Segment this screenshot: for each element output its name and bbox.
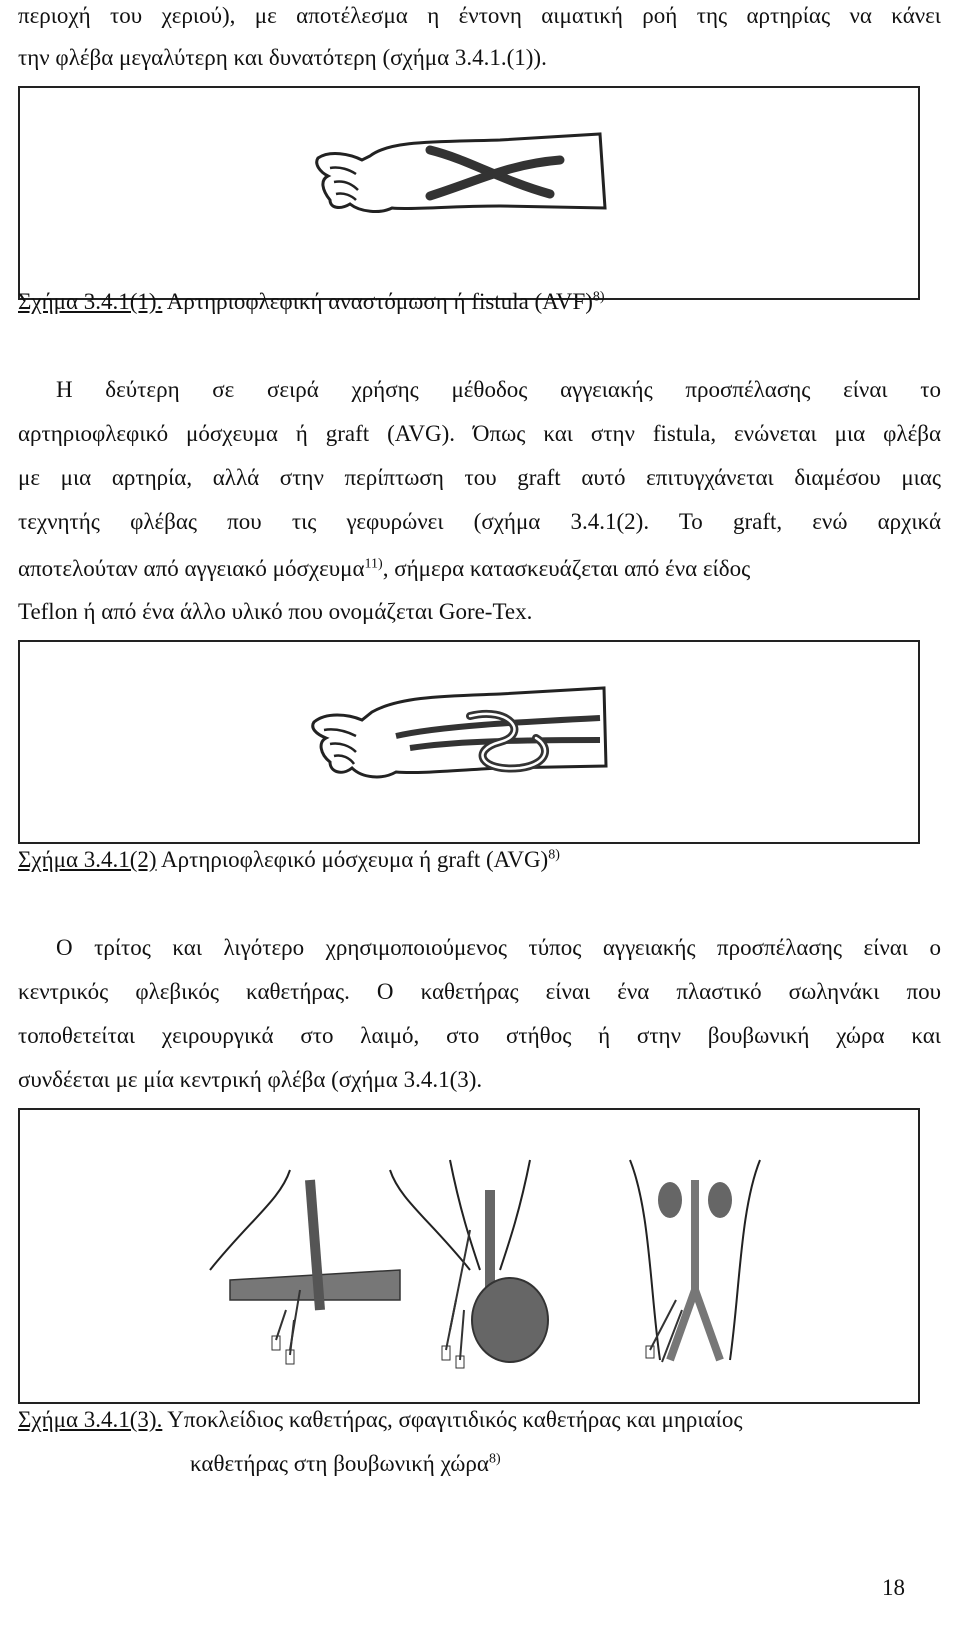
body-text-line: συνδέεται με μία κεντρική φλέβα (σχήμα 3.4.1(3). <box>18 1067 483 1092</box>
body-text-line: Η δεύτερη σε σειρά χρήσης μέθοδος αγγειακής προσπέλασης είναι το <box>56 377 941 402</box>
page-number: 18 <box>882 1575 905 1600</box>
figure-1-caption <box>18 288 605 316</box>
jugular-catheter-drawing <box>442 1160 548 1368</box>
figure-3-caption <box>18 1406 742 1434</box>
body-text-line: Teflon ή από ένα άλλο υλικό που ονομάζεται Gore-Tex. <box>18 599 533 624</box>
body-text-line: με μια αρτηρία, αλλά στην περίπτωση του graft αυτό επιτυγχάνεται διαμέσου μιας <box>18 465 941 490</box>
reference-mark: 11) <box>364 556 383 572</box>
body-text-line <box>18 555 941 583</box>
graft-arm-illustration <box>300 676 630 796</box>
figure-3-caption-line2 <box>190 1450 501 1478</box>
figure-2-label: Σχήμα 3.4.1(2) <box>18 847 157 872</box>
figure-2-caption <box>18 846 560 874</box>
body-text-line: αρτηριοφλεφικό μόσχευμα ή graft (AVG). Όπως και στην fistula, ενώνεται μια φλέβα <box>18 421 941 446</box>
figure-3-label: Σχήμα 3.4.1(3). <box>18 1407 163 1432</box>
fistula-arm-illustration <box>300 120 630 230</box>
body-text-line: την φλέβα μεγαλύτερη και δυνατότερη (σχήμα 3.4.1.(1)). <box>18 45 547 70</box>
femoral-catheter-drawing <box>630 1160 760 1362</box>
figure-2-ref: 8) <box>548 847 560 863</box>
figure-3-ref: 8) <box>488 1451 501 1467</box>
figure-3-caption-text-2: καθετήρας στη βουβωνική χώρα <box>190 1451 489 1476</box>
figure-3-caption-text: Υποκλείδιος καθετήρας, σφαγιτιδικός καθετήρας και μηριαίος <box>162 1407 743 1432</box>
body-text-line: περιοχή του χεριού), με αποτέλεσμα η έντονη αιματική ροή της αρτηρίας να κάνει <box>18 3 941 28</box>
catheter-illustrations <box>190 1150 770 1370</box>
body-text-line: τοποθετείται χειρουργικά στο λαιμό, στο στήθος ή στην βουβωνική χώρα και <box>18 1023 941 1048</box>
body-text-line: κεντρικός φλεβικός καθετήρας. Ο καθετήρας είναι ένα πλαστικό σωληνάκι που <box>18 979 941 1004</box>
body-text-line: τεχνητής φλέβας που τις γεφυρώνει (σχήμα 3.4.1(2). Το graft, ενώ αρχικά <box>18 509 941 534</box>
subclavian-catheter-drawing <box>210 1170 470 1364</box>
body-text: , σήμερα κατασκευάζεται από ένα είδος <box>382 556 751 581</box>
figure-1-ref: 8) <box>592 289 605 305</box>
figure-1-caption-text: Αρτηριοφλεφική αναστόμωση ή fistula (AVF) <box>162 289 593 314</box>
body-text: αποτελούταν από αγγειακό μόσχευμα <box>18 556 365 581</box>
body-text-line: Ο τρίτος και λιγότερο χρησιμοποιούμενος τύπος αγγειακής προσπέλασης είναι ο <box>56 935 941 960</box>
figure-2-caption-text: Αρτηριοφλεφικό μόσχευμα ή graft (AVG) <box>156 847 549 872</box>
figure-1-label: Σχήμα 3.4.1(1). <box>18 289 163 314</box>
